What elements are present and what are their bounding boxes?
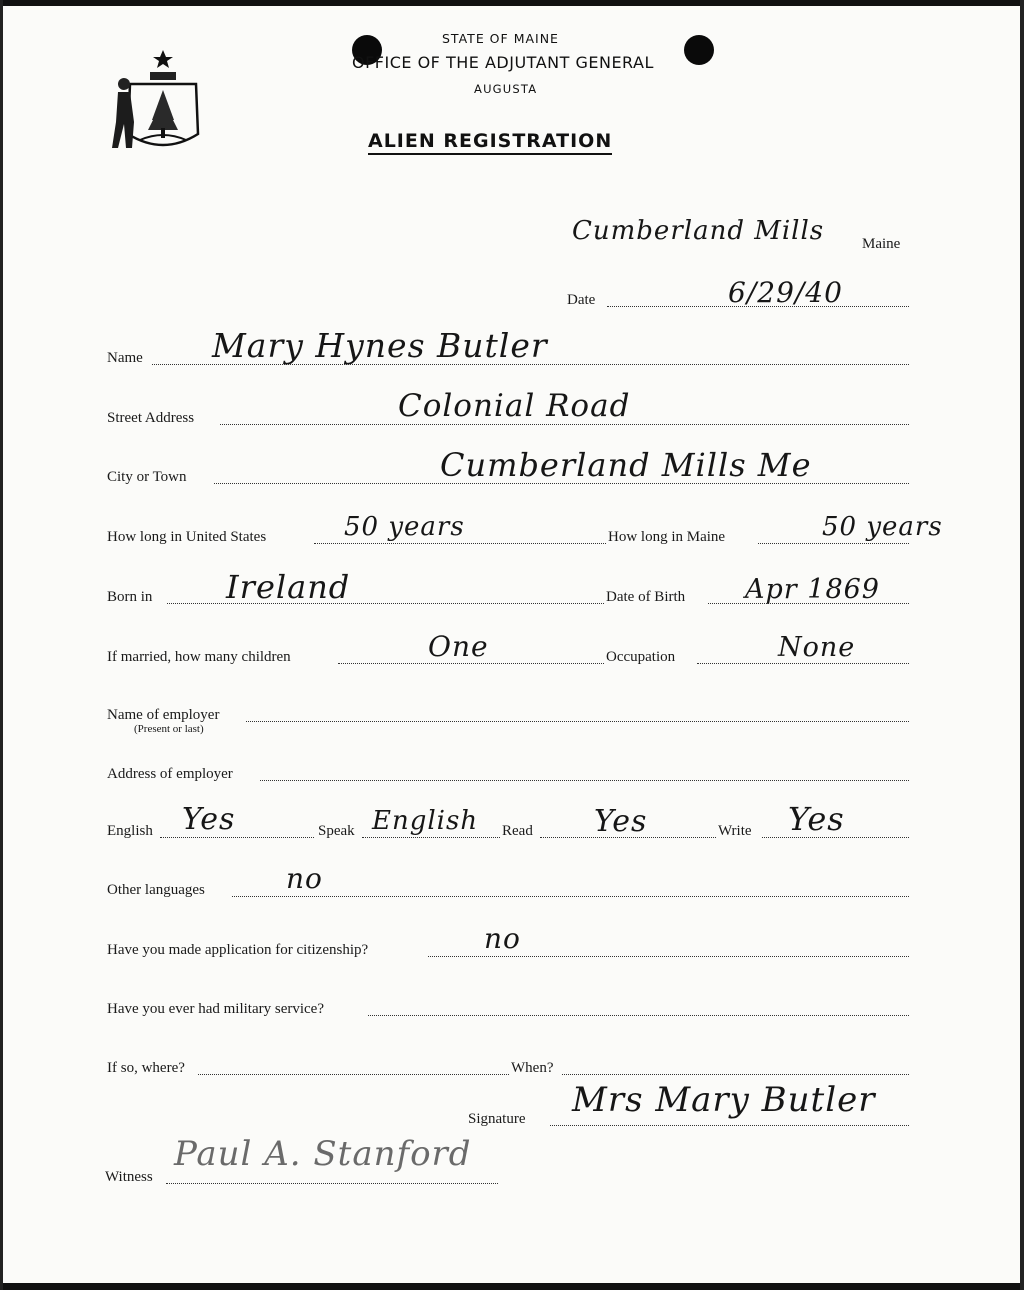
occupation-label: Occupation [606, 649, 676, 665]
header-office: OFFICE OF THE ADJUTANT GENERAL [352, 53, 654, 72]
children-label: If married, how many children [107, 649, 291, 665]
place-entry: Cumberland Mills [572, 216, 825, 246]
citizenship-label: Have you made application for citizenship? [107, 942, 369, 958]
write-label: Write [718, 823, 752, 839]
other-languages-entry: no [286, 862, 323, 895]
name-label: Name [107, 350, 143, 366]
employer-name-label: Name of employer [107, 707, 220, 723]
employer-name-dotted-line [246, 721, 909, 722]
signature-label: Signature [468, 1111, 526, 1127]
date-label: Date [567, 292, 596, 308]
street-address-dotted-line [220, 424, 909, 425]
other-languages-dotted-line [232, 896, 909, 897]
speak-dotted-line [362, 837, 500, 838]
speak-label: Speak [318, 823, 355, 839]
read-entry: Yes [594, 804, 648, 839]
occupation-entry: None [778, 632, 856, 663]
scan-border-left [0, 0, 3, 1290]
street-address-label: Street Address [107, 410, 195, 426]
name-entry: Mary Hynes Butler [212, 326, 548, 365]
when-dotted-line [562, 1074, 909, 1075]
employer-address-dotted-line [260, 780, 909, 781]
citizenship-entry: no [484, 922, 521, 955]
date-of-birth-entry: Apr 1869 [745, 574, 880, 605]
how-long-maine-entry: 50 years [822, 512, 943, 542]
date-entry: 6/29/40 [728, 276, 843, 309]
military-service-label: Have you ever had military service? [107, 1001, 324, 1017]
if-so-where-label: If so, where? [107, 1060, 185, 1076]
how-long-maine-label: How long in Maine [608, 529, 726, 545]
children-entry: One [428, 630, 489, 663]
military-service-dotted-line [368, 1015, 909, 1016]
header-city: AUGUSTA [474, 82, 538, 96]
how-long-us-entry: 50 years [344, 512, 465, 542]
how-long-us-dotted-line [314, 543, 606, 544]
employer-name-note: (Present or last) [134, 723, 204, 735]
how-long-us-label: How long in United States [107, 529, 267, 545]
english-entry: Yes [182, 802, 236, 837]
scan-border-right [1020, 0, 1024, 1290]
header-state: STATE OF MAINE [442, 31, 559, 46]
children-dotted-line [338, 663, 604, 664]
other-languages-label: Other languages [107, 882, 205, 898]
punch-hole-right [684, 35, 714, 65]
english-label: English [107, 823, 153, 839]
form-title: ALIEN REGISTRATION [368, 130, 612, 155]
signature-entry: Mrs Mary Butler [572, 1080, 876, 1120]
place-suffix-label: Maine [862, 236, 901, 252]
speak-entry: English [372, 806, 479, 836]
if-so-where-dotted-line [198, 1074, 509, 1075]
scan-border-bottom [0, 1283, 1024, 1290]
city-entry: Cumberland Mills Me [440, 446, 812, 484]
maine-state-seal [110, 44, 216, 172]
write-entry: Yes [788, 800, 845, 838]
occupation-dotted-line [697, 663, 909, 664]
witness-label: Witness [105, 1169, 153, 1185]
read-label: Read [502, 823, 533, 839]
when-label: When? [511, 1060, 554, 1076]
witness-dotted-line [166, 1183, 498, 1184]
citizenship-dotted-line [428, 956, 909, 957]
witness-entry: Paul A. Stanford [174, 1134, 472, 1174]
born-in-entry: Ireland [226, 568, 351, 606]
employer-address-label: Address of employer [107, 766, 233, 782]
street-address-entry: Colonial Road [398, 388, 631, 424]
how-long-maine-dotted-line [758, 543, 909, 544]
city-label: City or Town [107, 469, 187, 485]
signature-dotted-line [550, 1125, 909, 1126]
born-in-label: Born in [107, 589, 153, 605]
english-dotted-line [160, 837, 314, 838]
date-of-birth-label: Date of Birth [606, 589, 686, 605]
